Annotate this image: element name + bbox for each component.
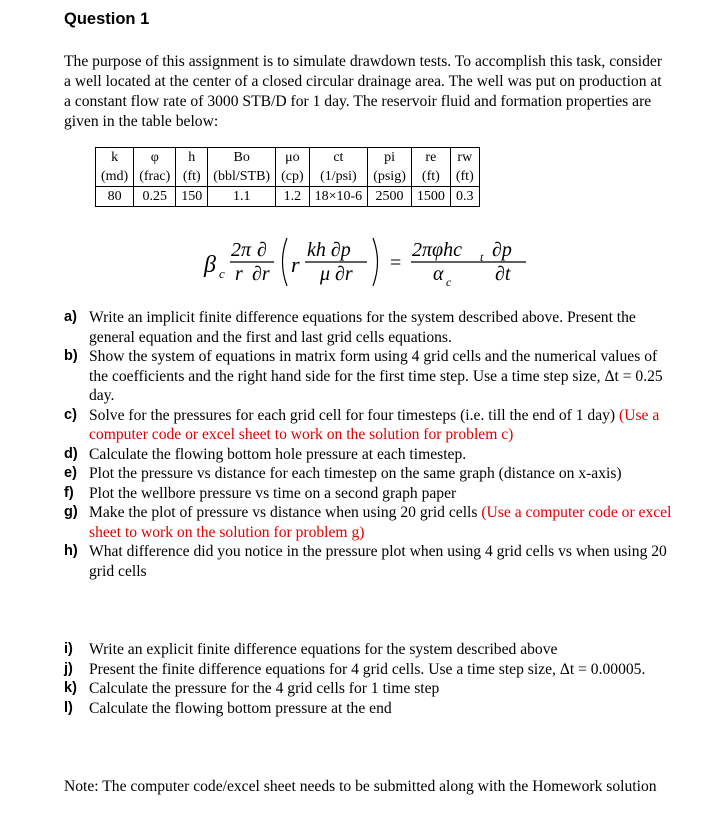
- equation-alpha: α: [433, 263, 444, 285]
- table-cell: (frac): [134, 167, 176, 187]
- equation-partial: ∂: [257, 239, 267, 261]
- table-cell: 1500: [411, 187, 450, 207]
- table-cell: (1/psi): [309, 167, 368, 187]
- task-label: e): [64, 465, 77, 481]
- table-row-symbols: [96, 148, 480, 168]
- table-cell: 2500: [368, 187, 412, 207]
- equation-kh-dp: kh ∂p: [307, 239, 351, 261]
- table-cell: 0.3: [450, 187, 479, 207]
- task-item: [64, 406, 676, 445]
- equation-equals: =: [390, 252, 402, 274]
- task-label: d): [64, 445, 78, 462]
- table-cell: (bbl/STB): [208, 167, 276, 187]
- table-cell: 1.2: [276, 187, 310, 207]
- task-text: Calculate the pressure for the 4 grid cells for 1 time step: [89, 680, 440, 697]
- table-cell: re: [411, 148, 450, 168]
- properties-table: [95, 147, 480, 207]
- task-item: [64, 640, 676, 660]
- table-cell: 18×10-6: [309, 187, 368, 207]
- task-note: (Use a computer code or excel sheet to work on the solution for problem g): [89, 504, 672, 541]
- equation-rhs-sub: t: [480, 250, 484, 264]
- table-cell: pi: [368, 148, 412, 168]
- task-label: h): [64, 543, 78, 559]
- table-cell: h: [176, 148, 208, 168]
- task-text: Plot the wellbore pressure vs time on a second graph paper: [89, 484, 457, 502]
- equation-rhs-numerator: 2πφhc: [412, 239, 462, 261]
- task-text: Write an explicit finite difference equations for the system described above: [89, 641, 558, 658]
- task-text: Calculate the flowing bottom pressure at the end: [89, 699, 392, 717]
- table-cell: Bo: [208, 148, 276, 168]
- task-item: [64, 503, 676, 542]
- equation-rhs-dp: ∂p: [492, 239, 512, 261]
- equation-alpha-sub: c: [446, 275, 452, 289]
- task-text: Write an implicit finite difference equations for the system described above. Present the general equation and the first and last grid cells equations.: [89, 309, 636, 346]
- task-label: k): [64, 680, 77, 696]
- equation-dr: ∂r: [252, 263, 270, 285]
- table-cell: k: [96, 148, 134, 168]
- table-row-units: [96, 167, 480, 187]
- table-cell: 1.1: [208, 187, 276, 207]
- table-cell: 0.25: [134, 187, 176, 207]
- task-item: [64, 445, 676, 465]
- equation-r: r: [235, 263, 243, 285]
- table-cell: (md): [96, 167, 134, 187]
- table-cell: (ft): [176, 167, 208, 187]
- task-list-implicit: [64, 308, 676, 581]
- question-title: Question 1: [64, 10, 150, 28]
- task-text: What difference did you notice in the pressure plot when using 4 grid cells vs when using 20 grid cells: [89, 543, 667, 580]
- table-cell: (ft): [411, 167, 450, 187]
- equation-beta-sub: c: [219, 266, 225, 281]
- table-cell: μo: [276, 148, 310, 168]
- intro-paragraph: The purpose of this assignment is to simulate drawdown tests. To accomplish this task, consider a well located at the center of a closed circular drainage area. The well was put on production at a constant flow rate of 3000 STB/D for 1 day. The reservoir fluid and formation properties are given in the table below:: [64, 53, 663, 130]
- task-label: i): [64, 641, 73, 657]
- left-paren: [283, 238, 288, 286]
- equation-mu-dr: μ ∂r: [320, 263, 353, 285]
- task-text: Solve for the pressures for each grid cell for four timesteps (i.e. till the end of 1 day): [89, 406, 620, 424]
- task-item: [64, 679, 676, 699]
- right-paren: [373, 238, 378, 286]
- task-text: Present the finite difference equations for 4 grid cells. Use a time step size, Δt = 0.00005.: [89, 660, 646, 678]
- task-item: [64, 308, 676, 347]
- task-item: [64, 699, 676, 719]
- task-list-explicit: [64, 640, 676, 718]
- task-text: Plot the pressure vs distance for each timestep on the same graph (distance on x-axis): [89, 465, 622, 482]
- table-cell: 150: [176, 187, 208, 207]
- table-cell: (psig): [368, 167, 412, 187]
- table-cell: (cp): [276, 167, 310, 187]
- task-label: b): [64, 348, 78, 364]
- diffusivity-equation: [190, 232, 550, 292]
- task-text: Make the plot of pressure vs distance when using 20 grid cells: [89, 504, 482, 521]
- equation-svg: [190, 232, 550, 292]
- task-item: [64, 542, 676, 581]
- table-cell: 80: [96, 187, 134, 207]
- task-item: [64, 660, 676, 680]
- equation-r-inner: r: [291, 252, 300, 277]
- task-text: Calculate the flowing bottom hole pressure at each timestep.: [89, 445, 467, 463]
- task-label: l): [64, 699, 73, 716]
- task-item: [64, 347, 676, 406]
- task-label: f): [64, 484, 74, 501]
- task-label: a): [64, 309, 77, 325]
- equation-beta: β: [204, 252, 216, 278]
- task-note: (Use a computer code or excel sheet to work on the solution for problem c): [89, 406, 660, 443]
- equation-dt: ∂t: [495, 263, 511, 285]
- table-cell: rw: [450, 148, 479, 168]
- task-item: [64, 484, 676, 504]
- equation-two-pi: 2π: [231, 239, 252, 261]
- task-label: j): [64, 660, 73, 677]
- table-cell: φ: [134, 148, 176, 168]
- task-text: Show the system of equations in matrix form using 4 grid cells and the numerical values of the coefficients and the right hand side for the first time step. Use a time step size, Δt = 0.25 day.: [89, 348, 663, 404]
- task-label: c): [64, 406, 77, 423]
- table-cell: (ft): [450, 167, 479, 187]
- table-row-values: [96, 187, 480, 207]
- task-item: [64, 464, 676, 484]
- task-label: g): [64, 504, 78, 520]
- table-cell: ct: [309, 148, 368, 168]
- submission-note: Note: The computer code/excel sheet needs to be submitted along with the Homework solution: [64, 778, 657, 795]
